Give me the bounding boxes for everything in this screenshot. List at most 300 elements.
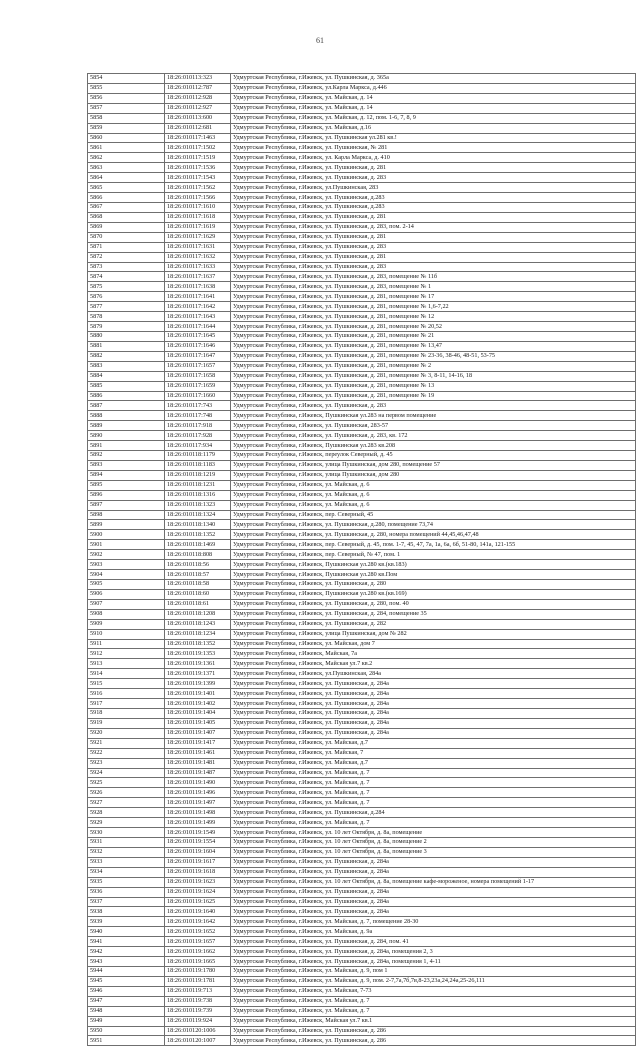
table-row [88,193,636,203]
address: Удмуртская Республика, г.Ижевск, ул. Пушкинская, д.284 [231,808,636,818]
row-number: 5935 [88,877,165,887]
row-number: 5891 [88,441,165,451]
cadastral-number: 18:26:010117:918 [165,421,231,431]
row-number: 5933 [88,857,165,867]
table-row [88,580,636,590]
row-number: 5908 [88,609,165,619]
row-number: 5861 [88,143,165,153]
address: Удмуртская Республика, г.Ижевск, ул. Пушкинская, д. 283 [231,173,636,183]
cadastral-number: 18:26:010119:1780 [165,966,231,976]
page-number: 61 [316,36,324,45]
registry-table [87,73,636,1046]
row-number: 5906 [88,589,165,599]
row-number: 5855 [88,83,165,93]
address: Удмуртская Республика, г.Ижевск, пер. Северный, 45 [231,510,636,520]
table-row [88,113,636,123]
address: Удмуртская Республика, г.Ижевск, ул. Пушкинская, д. 281, помещение № 13,47 [231,341,636,351]
cadastral-number: 18:26:010117:1536 [165,163,231,173]
cadastral-number: 18:26:010119:1498 [165,808,231,818]
address: Удмуртская Республика, г.Ижевск, ул. Пушкинская, д. 284, помещение 35 [231,609,636,619]
address: Удмуртская Республика, г.Ижевск, ул. Майская, 7-73 [231,986,636,996]
row-number: 5947 [88,996,165,1006]
row-number: 5946 [88,986,165,996]
address: Удмуртская Республика, г.Ижевск, ул. Пушкинская, д. 284а [231,887,636,897]
address: Удмуртская Республика, г.Ижевск, ул. Карла Маркса, д. 410 [231,153,636,163]
table-row [88,996,636,1006]
table-row [88,828,636,838]
table-row [88,470,636,480]
cadastral-number: 18:26:010119:1404 [165,709,231,719]
row-number: 5902 [88,550,165,560]
address: Удмуртская Республика, г.Ижевск, Пушкинская ул.280 кв.(кв.169) [231,589,636,599]
address: Удмуртская Республика, г.Ижевск, ул. Пушкинская, д. 281 [231,212,636,222]
row-number: 5936 [88,887,165,897]
row-number: 5928 [88,808,165,818]
table-row [88,867,636,877]
row-number: 5859 [88,123,165,133]
row-number: 5949 [88,1016,165,1026]
row-number: 5866 [88,193,165,203]
row-number: 5883 [88,361,165,371]
address: Удмуртская Республика, г.Ижевск, пер. Северный, № 47, пом. 1 [231,550,636,560]
cadastral-number: 18:26:010119:1401 [165,689,231,699]
table-row [88,262,636,272]
cadastral-number: 18:26:010117:1657 [165,361,231,371]
cadastral-number: 18:26:010119:738 [165,996,231,1006]
table-row [88,659,636,669]
row-number: 5940 [88,927,165,937]
address: Удмуртская Республика, г.Ижевск, ул. Пушкинская, д. 284, пом. 41 [231,937,636,947]
table-row [88,292,636,302]
address: Удмуртская Республика, г.Ижевск, ул. Пушкинская, д. 281, помещение № 21 [231,331,636,341]
row-number: 5943 [88,957,165,967]
row-number: 5873 [88,262,165,272]
table-row [88,1016,636,1026]
row-number: 5880 [88,331,165,341]
cadastral-number: 18:26:010118:1179 [165,451,231,461]
address: Удмуртская Республика, г.Ижевск, ул. Майская, д. 7 [231,788,636,798]
address: Удмуртская Республика, г.Ижевск, ул.Пушкинская, 284а [231,669,636,679]
cadastral-number: 18:26:010117:1610 [165,202,231,212]
table-row [88,222,636,232]
cadastral-number: 18:26:010119:713 [165,986,231,996]
row-number: 5893 [88,460,165,470]
address: Удмуртская Республика, г.Ижевск, переулок Северный, д. 45 [231,451,636,461]
address: Удмуртская Республика, г.Ижевск, ул. Пушкинская, д. 286 [231,1036,636,1046]
table-row [88,669,636,679]
table-row [88,421,636,431]
cadastral-number: 18:26:010117:1638 [165,282,231,292]
address: Удмуртская Республика, г.Ижевск, ул.Карла Маркса, д.446 [231,83,636,93]
table-row [88,530,636,540]
address: Удмуртская Республика, г.Ижевск, ул. Пушкинская, д. 281, помещение № 23-36, 38-46, 48-51, 53-75 [231,351,636,361]
cadastral-number: 18:26:010118:1340 [165,520,231,530]
cadastral-number: 18:26:010119:1402 [165,699,231,709]
table-row [88,728,636,738]
address: Удмуртская Республика, г.Ижевск, ул. Майская, д. 9, пом. 2-7,7а,7б,7в,8-23,23а,24,24а,25-26,111 [231,976,636,986]
row-number: 5882 [88,351,165,361]
row-number: 5938 [88,907,165,917]
row-number: 5904 [88,570,165,580]
cadastral-number: 18:26:010119:1652 [165,927,231,937]
row-number: 5868 [88,212,165,222]
table-row [88,232,636,242]
row-number: 5915 [88,679,165,689]
cadastral-number: 18:26:010118:1469 [165,540,231,550]
row-number: 5941 [88,937,165,947]
row-number: 5876 [88,292,165,302]
table-row [88,699,636,709]
table-row [88,272,636,282]
address: Удмуртская Республика, г.Ижевск, ул. Майская, д. 7 [231,818,636,828]
address: Удмуртская Республика, г.Ижевск, ул. Пушкинская, д. 286 [231,1026,636,1036]
row-number: 5920 [88,728,165,738]
row-number: 5886 [88,391,165,401]
address: Удмуртская Республика, г.Ижевск, ул. Майская, 7 [231,748,636,758]
address: Удмуртская Республика, г.Ижевск, Пушкинская ул.280 кв.Пом [231,570,636,580]
row-number: 5860 [88,133,165,143]
row-number: 5937 [88,897,165,907]
cadastral-number: 18:26:010117:1642 [165,302,231,312]
cadastral-number: 18:26:010119:739 [165,1006,231,1016]
row-number: 5924 [88,768,165,778]
cadastral-number: 18:26:010119:1665 [165,957,231,967]
table-row [88,937,636,947]
table-row [88,411,636,421]
cadastral-number: 18:26:010117:1633 [165,262,231,272]
cadastral-number: 18:26:010117:1644 [165,322,231,332]
table-row [88,619,636,629]
address: Удмуртская Республика, г.Ижевск, ул. Пушкинская, д. 280 [231,580,636,590]
cadastral-number: 18:26:010117:1631 [165,242,231,252]
cadastral-number: 18:26:010117:1646 [165,341,231,351]
table-row [88,639,636,649]
table-row [88,550,636,560]
table-row [88,1006,636,1016]
table-row [88,490,636,500]
cadastral-number: 18:26:010119:924 [165,1016,231,1026]
cadastral-number: 18:26:010119:1657 [165,937,231,947]
cadastral-number: 18:26:010112:927 [165,103,231,113]
address: Удмуртская Республика, г.Ижевск, ул. Пушкинская, д. 284а, помещения 2, 3 [231,947,636,957]
address: Удмуртская Республика, г.Ижевск, ул. Майская, д. 7 [231,1006,636,1016]
cadastral-number: 18:26:010119:1487 [165,768,231,778]
cadastral-number: 18:26:010118:1234 [165,629,231,639]
address: Удмуртская Республика, г.Ижевск, ул. Майская, д.16 [231,123,636,133]
cadastral-number: 18:26:010117:1632 [165,252,231,262]
address: Удмуртская Республика, г.Ижевск, Майская ул.7 кв.1 [231,1016,636,1026]
table-row [88,331,636,341]
cadastral-number: 18:26:010117:1566 [165,193,231,203]
address: Удмуртская Республика, г.Ижевск, ул. 10 лет Октября, д. 8а, помещение кафе-мороженое, номера помещений 1-17 [231,877,636,887]
cadastral-number: 18:26:010117:1543 [165,173,231,183]
cadastral-number: 18:26:010118:808 [165,550,231,560]
row-number: 5863 [88,163,165,173]
cadastral-number: 18:26:010118:57 [165,570,231,580]
table-row [88,689,636,699]
table-row [88,897,636,907]
cadastral-number: 18:26:010117:1502 [165,143,231,153]
row-number: 5865 [88,183,165,193]
address: Удмуртская Республика, г.Ижевск, ул. Пушкинская, д. 284а [231,689,636,699]
cadastral-number: 18:26:010119:1604 [165,847,231,857]
cadastral-number: 18:26:010119:1642 [165,917,231,927]
address: Удмуртская Республика, г.Ижевск, ул. Майская, д. 7 [231,768,636,778]
cadastral-number: 18:26:010118:1243 [165,619,231,629]
address: Удмуртская Республика, г.Ижевск, ул. Майская, дом 7 [231,639,636,649]
row-number: 5897 [88,500,165,510]
address: Удмуртская Республика, г.Ижевск, ул. Пушкинская, д. 281, помещение № 20,52 [231,322,636,332]
row-number: 5951 [88,1036,165,1046]
cadastral-number: 18:26:010118:1208 [165,609,231,619]
table-row [88,927,636,937]
cadastral-number: 18:26:010117:1660 [165,391,231,401]
cadastral-number: 18:26:010112:681 [165,123,231,133]
address: Удмуртская Республика, г.Ижевск, ул. Пушкинская, д. 281 [231,252,636,262]
cadastral-number: 18:26:010117:1658 [165,371,231,381]
address: Удмуртская Республика, г.Ижевск, Майская ул.7 кв.2 [231,659,636,669]
address: Удмуртская Республика, г.Ижевск, ул. Пушкинская, д. 281, помещение № 1,6-7,22 [231,302,636,312]
row-number: 5869 [88,222,165,232]
row-number: 5892 [88,451,165,461]
table-row [88,391,636,401]
cadastral-number: 18:26:010119:1554 [165,837,231,847]
table-row [88,837,636,847]
row-number: 5874 [88,272,165,282]
row-number: 5911 [88,639,165,649]
row-number: 5856 [88,93,165,103]
table-row [88,520,636,530]
row-number: 5923 [88,758,165,768]
table-row [88,570,636,580]
row-number: 5934 [88,867,165,877]
table-row [88,183,636,193]
address: Удмуртская Республика, г.Ижевск, ул.Пушкинская, 283 [231,183,636,193]
cadastral-number: 18:26:010119:1481 [165,758,231,768]
address: Удмуртская Республика, г.Ижевск, Пушкинская ул.283 кв.208 [231,441,636,451]
cadastral-number: 18:26:010117:928 [165,431,231,441]
table-row [88,589,636,599]
table-row [88,986,636,996]
row-number: 5877 [88,302,165,312]
address: Удмуртская Республика, г.Ижевск, Пушкинская ул.280 кв.(кв.183) [231,560,636,570]
row-number: 5875 [88,282,165,292]
cadastral-number: 18:26:010119:1496 [165,788,231,798]
table-row [88,976,636,986]
cadastral-number: 18:26:010117:743 [165,401,231,411]
row-number: 5939 [88,917,165,927]
cadastral-number: 18:26:010119:1417 [165,738,231,748]
table-row [88,957,636,967]
row-number: 5887 [88,401,165,411]
table-row [88,768,636,778]
address: Удмуртская Республика, г.Ижевск, ул. Пушкинская, д. 281, помещение № 3, 8-11, 14-16, 18 [231,371,636,381]
row-number: 5878 [88,312,165,322]
row-number: 5948 [88,1006,165,1016]
address: Удмуртская Республика, г.Ижевск, пер. Северный, д. 45, пом. 1-7, 45, 47, 7а, 1а, 6а, 6б, 51-80, 141а, 121-155 [231,540,636,550]
row-number: 5918 [88,709,165,719]
table-row [88,252,636,262]
cadastral-number: 18:26:010119:1623 [165,877,231,887]
table-row [88,401,636,411]
cadastral-number: 18:26:010117:1647 [165,351,231,361]
table-row [88,847,636,857]
table-row [88,302,636,312]
row-number: 5914 [88,669,165,679]
row-number: 5912 [88,649,165,659]
cadastral-number: 18:26:010119:1399 [165,679,231,689]
row-number: 5931 [88,837,165,847]
cadastral-number: 18:26:010113:600 [165,113,231,123]
address: Удмуртская Республика, г.Ижевск, ул. Майская, д.7 [231,738,636,748]
cadastral-number: 18:26:010117:1659 [165,381,231,391]
cadastral-number: 18:26:010119:1624 [165,887,231,897]
address: Удмуртская Республика, г.Ижевск, ул. Пушкинская, д. 284а, помещения 1, 4-11 [231,957,636,967]
row-number: 5881 [88,341,165,351]
cadastral-number: 18:26:010117:1463 [165,133,231,143]
table-row [88,133,636,143]
address: Удмуртская Республика, г.Ижевск, ул. 10 лет Октября, д. 8а, помещение 2 [231,837,636,847]
address: Удмуртская Республика, г.Ижевск, ул. Пушкинская, д. 283 [231,401,636,411]
table-row [88,361,636,371]
address: Удмуртская Республика, г.Ижевск, ул. Пушкинская, д. 283, кв. 172 [231,431,636,441]
address: Удмуртская Республика, г.Ижевск, ул. Майская, д. 7 [231,778,636,788]
row-number: 5944 [88,966,165,976]
cadastral-number: 18:26:010118:56 [165,560,231,570]
address: Удмуртская Республика, г.Ижевск, Майская, 7а [231,649,636,659]
table-row [88,818,636,828]
row-number: 5903 [88,560,165,570]
cadastral-number: 18:26:010117:934 [165,441,231,451]
cadastral-number: 18:26:010118:1324 [165,510,231,520]
row-number: 5910 [88,629,165,639]
table-row [88,103,636,113]
row-number: 5885 [88,381,165,391]
cadastral-number: 18:26:010118:1183 [165,460,231,470]
cadastral-number: 18:26:010117:1643 [165,312,231,322]
address: Удмуртская Республика, г.Ижевск, ул. 10 лет Октября, д. 8а, помещение 3 [231,847,636,857]
table-row [88,510,636,520]
table-row [88,500,636,510]
row-number: 5867 [88,202,165,212]
row-number: 5890 [88,431,165,441]
table-row [88,709,636,719]
cadastral-number: 18:26:010119:1371 [165,669,231,679]
cadastral-number: 18:26:010113:323 [165,74,231,84]
table-row [88,1036,636,1046]
row-number: 5905 [88,580,165,590]
cadastral-number: 18:26:010118:61 [165,599,231,609]
cadastral-number: 18:26:010117:1645 [165,331,231,341]
cadastral-number: 18:26:010118:1352 [165,639,231,649]
address: Удмуртская Республика, г.Ижевск, ул. Пушкинская, д. 281 [231,232,636,242]
table-row [88,212,636,222]
address: Удмуртская Республика, г.Ижевск, ул. Пушкинская, д. 282 [231,619,636,629]
cadastral-number: 18:26:010119:1407 [165,728,231,738]
address: Удмуртская Республика, г.Ижевск, ул. Майская, д. 6 [231,480,636,490]
row-number: 5945 [88,976,165,986]
table-row [88,143,636,153]
table-row [88,441,636,451]
cadastral-number: 18:26:010118:60 [165,589,231,599]
cadastral-number: 18:26:010119:1640 [165,907,231,917]
address: Удмуртская Республика, г.Ижевск, ул. Майская, д. 12, пом. 1-6, 7, 8, 9 [231,113,636,123]
row-number: 5857 [88,103,165,113]
row-number: 5907 [88,599,165,609]
cadastral-number: 18:26:010119:1405 [165,718,231,728]
row-number: 5879 [88,322,165,332]
cadastral-number: 18:26:010119:1662 [165,947,231,957]
row-number: 5895 [88,480,165,490]
row-number: 5898 [88,510,165,520]
table-row [88,966,636,976]
table-row [88,163,636,173]
address: Удмуртская Республика, г.Ижевск, ул. Пушкинская, д. 365а [231,74,636,84]
cadastral-number: 18:26:010117:748 [165,411,231,421]
cadastral-number: 18:26:010120:1007 [165,1036,231,1046]
table-row [88,718,636,728]
table-row [88,282,636,292]
address: Удмуртская Республика, г.Ижевск, ул. Пушкинская, д. 284а [231,679,636,689]
row-number: 5900 [88,530,165,540]
cadastral-number: 18:26:010118:1316 [165,490,231,500]
table-row [88,460,636,470]
table-row [88,808,636,818]
table-row [88,1026,636,1036]
table-row [88,242,636,252]
address: Удмуртская Республика, г.Ижевск, ул. Майская, д. 14 [231,93,636,103]
cadastral-number: 18:26:010119:1781 [165,976,231,986]
table-row [88,738,636,748]
table-row [88,748,636,758]
address: Удмуртская Республика, г.Ижевск, ул. Пушкинская, д. 283, помещение № 1 [231,282,636,292]
table-row [88,679,636,689]
registry-body [88,74,636,1046]
row-number: 5871 [88,242,165,252]
row-number: 5942 [88,947,165,957]
cadastral-number: 18:26:010112:787 [165,83,231,93]
address: Удмуртская Республика, г.Ижевск, улица Пушкинская, дом 280 [231,470,636,480]
row-number: 5854 [88,74,165,84]
row-number: 5888 [88,411,165,421]
row-number: 5917 [88,699,165,709]
table-row [88,153,636,163]
table-row [88,877,636,887]
address: Удмуртская Республика, г.Ижевск, ул. Пушкинская, д. 283 [231,262,636,272]
table-row [88,609,636,619]
row-number: 5889 [88,421,165,431]
cadastral-number: 18:26:010118:1352 [165,530,231,540]
cadastral-number: 18:26:010119:1549 [165,828,231,838]
cadastral-number: 18:26:010119:1461 [165,748,231,758]
cadastral-number: 18:26:010117:1562 [165,183,231,193]
address: Удмуртская Республика, г.Ижевск, ул. Пушкинская, д. 283, пом. 2-14 [231,222,636,232]
address: Удмуртская Республика, г.Ижевск, ул. Пушкинская, д. 283 [231,242,636,252]
table-row [88,907,636,917]
table-row [88,381,636,391]
address: Удмуртская Республика, г.Ижевск, ул. Майская, д.7 [231,758,636,768]
address: Удмуртская Республика, г.Ижевск, ул. Пушкинская, 283-57 [231,421,636,431]
table-row [88,93,636,103]
table-row [88,83,636,93]
row-number: 5930 [88,828,165,838]
address: Удмуртская Республика, г.Ижевск, ул. Пушкинская, д. 284а [231,867,636,877]
table-row [88,351,636,361]
row-number: 5909 [88,619,165,629]
address: Удмуртская Республика, г.Ижевск, улица Пушкинская, дом № 282 [231,629,636,639]
table-row [88,480,636,490]
table-row [88,560,636,570]
